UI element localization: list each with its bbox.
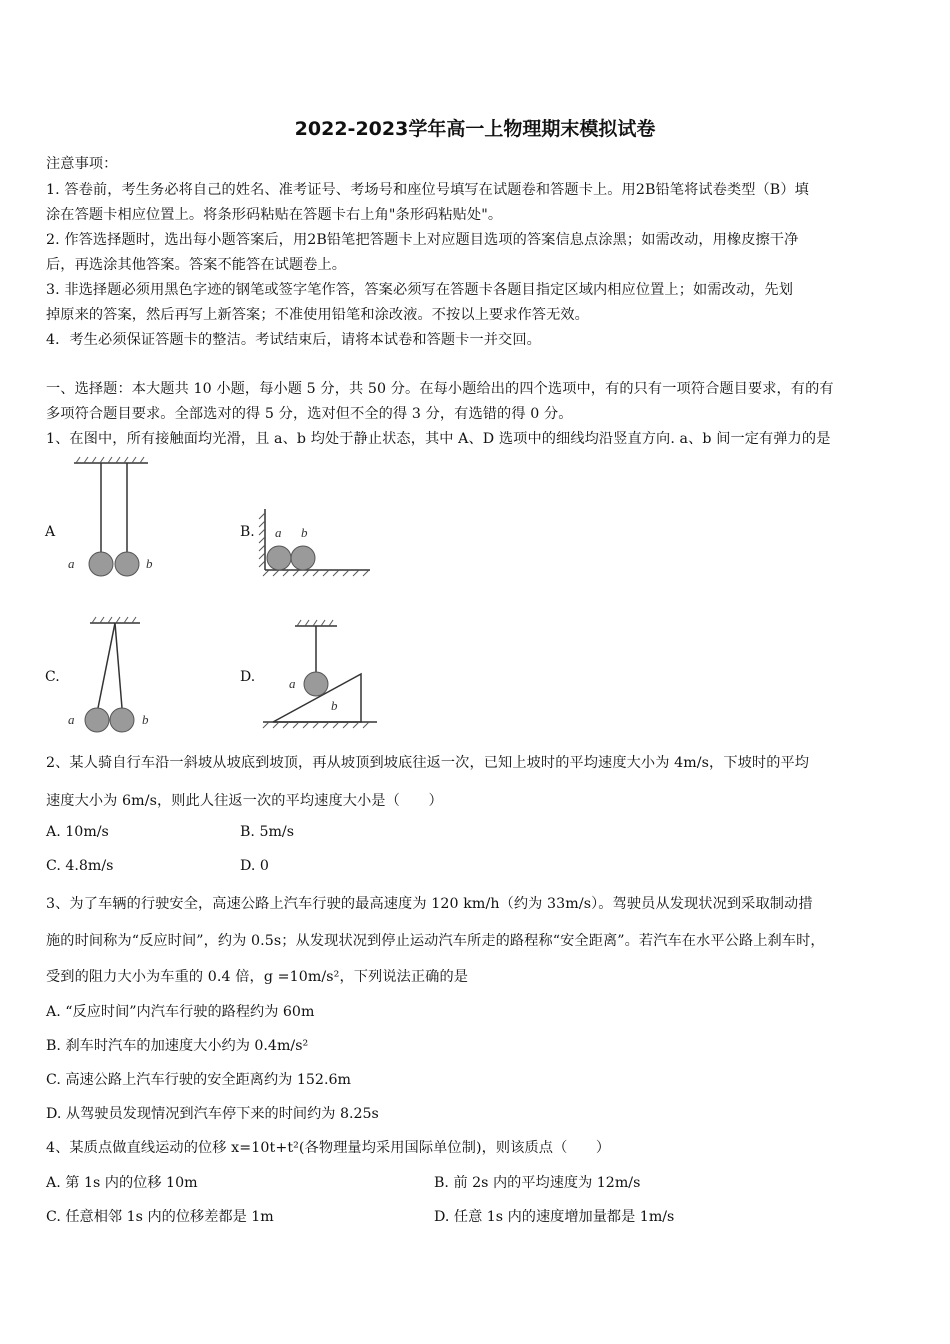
q4-stem: 4、某质点做直线运动的位移 x=10t+t²(各物理量均采用国际单位制)，则该质点（ ） [46,1140,611,1156]
ball-b-label: b [142,712,149,727]
q3-option-c[interactable]: C. 高速公路上汽车行驶的安全距离约为 152.6m [46,1072,351,1088]
notice-line: 掉原来的答案，然后再写上新答案；不准使用铅笔和涂改液。不按以上要求作答无效。 [46,307,589,323]
q3-option-a[interactable]: A. “反应时间”内汽车行驶的路程约为 60m [46,1004,315,1020]
q3-stem: 3、为了车辆的行驶安全，高速公路上汽车行驶的最高速度为 120 km/h（约为 33m/s）。驾驶员从发现状况到采取制动措 [46,896,813,912]
ball-a-label: a [68,556,75,571]
q2-option-c[interactable]: C. 4.8m/s [46,858,114,874]
section-instructions: 多项符合题目要求。全部选对的得 5 分，选对但不全的得 3 分，有选错的得 0 分。 [46,406,573,422]
notice-line: 4．考生必须保证答题卡的整洁。考试结束后，请将本试卷和答题卡一并交回。 [46,332,541,348]
notice-line: 1. 答卷前，考生务必将自己的姓名、准考证号、考场号和座位号填写在试题卷和答题卡上。用2B铅笔将试卷类型（B）填 [46,182,809,198]
q1-option-d-label: D. [240,669,256,685]
section-instructions: 一、选择题：本大题共 10 小题，每小题 5 分，共 50 分。在每小题给出的四个选项中，有的只有一项符合题目要求，有的有 [46,381,834,397]
ball-a-label: a [68,712,75,727]
q1-figure-a [60,455,170,585]
q1-option-c-label: C. [45,669,60,685]
notice-line: 3. 非选择题必须用黑色字迹的钢笔或签字笔作答，答案必须写在答题卡各题目指定区域内相应位置上；如需改动，先划 [46,282,794,298]
notice-heading: 注意事项： [46,156,118,172]
q2-stem: 2、某人骑自行车沿一斜坡从坡底到坡顶，再从坡顶到坡底往返一次，已知上坡时的平均速度大小为 4m/s，下坡时的平均 [46,755,810,771]
page-title: 2022-2023学年高一上物理期末模拟试卷 [294,118,656,140]
ball-a-label: a [275,525,282,540]
q3-stem: 受到的阻力大小为车重的 0.4 倍，g =10m/s²，下列说法正确的是 [46,969,469,985]
q1-figure-b [255,505,375,580]
q2-option-b[interactable]: B. 5m/s [240,824,294,840]
q4-option-c[interactable]: C. 任意相邻 1s 内的位移差都是 1m [46,1209,274,1225]
q2-option-a[interactable]: A. 10m/s [46,824,109,840]
notice-line: 后，再选涂其他答案。答案不能答在试题卷上。 [46,257,347,273]
q3-option-b[interactable]: B. 刹车时汽车的加速度大小约为 0.4m/s² [46,1038,309,1054]
q4-option-d[interactable]: D. 任意 1s 内的速度增加量都是 1m/s [434,1209,675,1225]
q4-option-a[interactable]: A. 第 1s 内的位移 10m [46,1175,198,1191]
q2-option-d[interactable]: D. 0 [240,858,269,874]
notice-line: 涂在答题卡相应位置上。将条形码粘贴在答题卡右上角"条形码粘贴处"。 [46,207,503,223]
ball-b-label: b [301,525,308,540]
q1-figure-c [60,615,170,740]
q2-stem: 速度大小为 6m/s，则此人往返一次的平均速度大小是（ ） [46,793,443,809]
q1-stem: 1、在图中，所有接触面均光滑，且 a、b 均处于静止状态，其中 A、D 选项中的细线均沿竖直方向. a、b 间一定有弹力的是 [46,431,831,447]
q1-figure-d [255,618,385,733]
q1-option-a-label: A [45,524,56,540]
q3-stem: 施的时间称为“反应时间”，约为 0.5s；从发现状况到停止运动汽车所走的路程称“安全距离”。若汽车在水平公路上刹车时， [46,933,825,949]
ball-b-label: b [146,556,153,571]
notice-line: 2. 作答选择题时，选出每小题答案后，用2B铅笔把答题卡上对应题目选项的答案信息点涂黑；如需改动，用橡皮擦干净 [46,232,799,248]
ball-a-label: a [289,676,296,691]
q1-option-b-label: B. [240,524,255,540]
block-b-label: b [331,698,338,713]
q3-option-d[interactable]: D. 从驾驶员发现情况到汽车停下来的时间约为 8.25s [46,1106,379,1122]
q4-option-b[interactable]: B. 前 2s 内的平均速度为 12m/s [434,1175,641,1191]
